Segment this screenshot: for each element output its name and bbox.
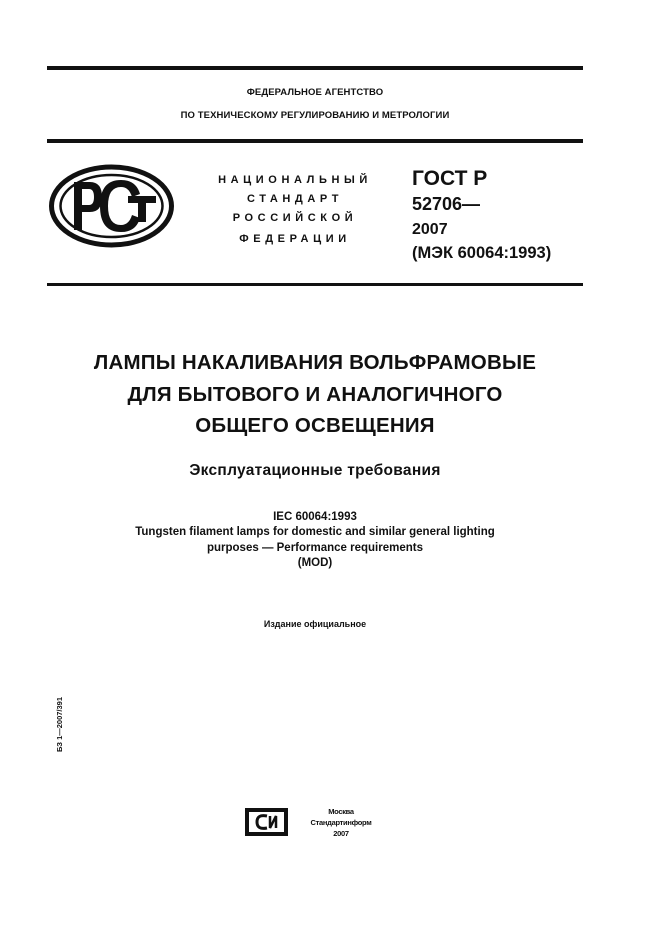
iec-title-line-2: purposes — Performance requirements [206, 542, 423, 554]
iec-code: IEC 60064:1993 [273, 511, 357, 523]
national-line-1: НАЦИОНАЛЬНЫЙ [218, 174, 372, 186]
standartinform-logo [245, 808, 288, 836]
gost-number: 52706— [412, 194, 481, 214]
subtitle: Эксплуатационные требования [189, 462, 441, 479]
national-line-3: РОССИЙСКОЙ [232, 212, 358, 224]
iec-mod: (MOD) [297, 557, 333, 569]
edition-label: Издание официальное [263, 619, 367, 629]
gost-year: 2007 [412, 221, 448, 238]
publisher-city: Москва [328, 807, 354, 816]
agency-line-2: ПО ТЕХНИЧЕСКОМУ РЕГУЛИРОВАНИЮ И МЕТРОЛОГИИ [180, 110, 450, 121]
gost-iec-reference: (МЭК 60064:1993) [412, 244, 552, 262]
publisher-year: 2007 [333, 829, 349, 838]
national-line-2: СТАНДАРТ [246, 193, 344, 205]
title-line-1: ЛАМПЫ НАКАЛИВАНИЯ ВОЛЬФРАМОВЫЕ [93, 351, 537, 374]
rst-certification-logo [48, 164, 175, 248]
side-registration-code: БЗ 1—2007/391 [55, 696, 64, 752]
iec-title-line-1: Tungsten filament lamps for domestic and similar general lighting [135, 526, 495, 538]
top-rule [47, 66, 583, 70]
publisher-name: Стандартинформ [310, 818, 372, 827]
block-bottom-rule [47, 283, 583, 286]
gost-label: ГОСТ Р [412, 167, 488, 190]
title-line-3: ОБЩЕГО ОСВЕЩЕНИЯ [195, 414, 435, 437]
title-line-2: ДЛЯ БЫТОВОГО И АНАЛОГИЧНОГО [127, 383, 503, 406]
header-bottom-rule [47, 139, 583, 143]
national-line-4: ФЕДЕРАЦИИ [239, 233, 351, 245]
agency-line-1: ФЕДЕРАЛЬНОЕ АГЕНТСТВО [246, 87, 384, 98]
